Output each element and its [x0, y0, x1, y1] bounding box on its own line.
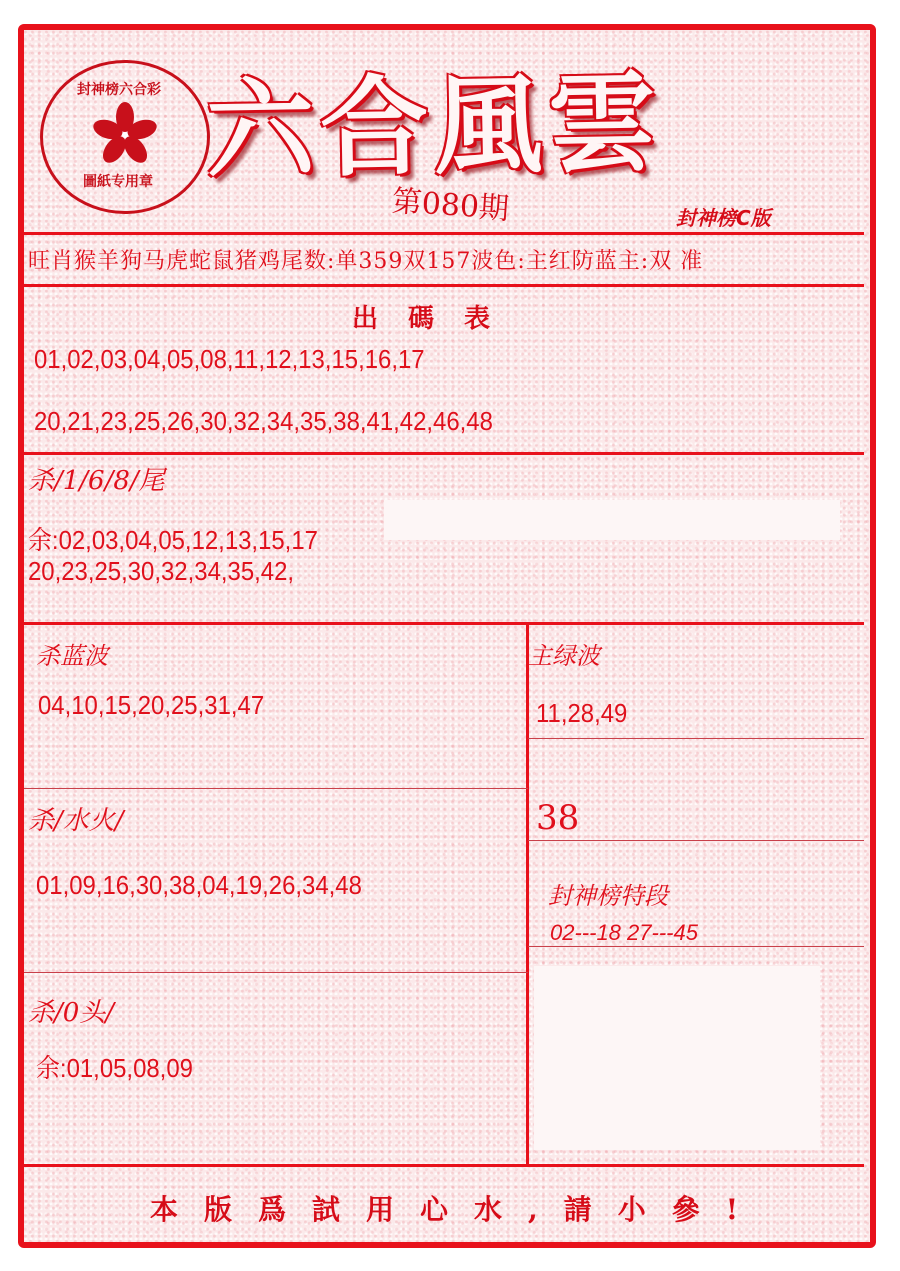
divider	[24, 1164, 864, 1167]
kill-tail-label: 杀/1/6/8/尾	[28, 466, 165, 496]
blank-block	[534, 966, 820, 1150]
kill-blue-label: 杀蓝波	[36, 642, 108, 670]
main-green-numbers: 11,28,49	[536, 698, 628, 728]
kill-tail-line1: 余:02,03,04,05,12,13,15,17	[28, 525, 318, 555]
column-divider	[526, 622, 529, 1167]
special-segment-value: 02---18 27---45	[550, 920, 698, 945]
divider	[24, 972, 528, 973]
kill-tail-line2: 20,23,25,30,32,34,35,42,	[28, 556, 295, 586]
kill-head-label: 杀/0头/	[28, 998, 115, 1028]
divider	[24, 284, 864, 287]
blank-block	[384, 500, 840, 540]
divider	[24, 232, 864, 235]
footer-note: 本版爲試用心水,請小參!	[150, 1193, 765, 1226]
edition-label: 封神榜C版	[676, 206, 771, 230]
code-table-title: 出碼表	[352, 304, 521, 334]
page-title: 六合風雲	[205, 60, 664, 194]
main-green-label: 主绿波	[528, 642, 600, 670]
bauhinia-icon	[93, 101, 157, 165]
kill-element-numbers: 01,09,16,30,38,04,19,26,34,48	[36, 870, 362, 900]
issue-number: 第080期	[390, 183, 511, 228]
seal-bottom-text: 圖紙专用章	[83, 174, 153, 190]
kill-head-numbers: 余:01,05,08,09	[36, 1053, 193, 1083]
divider	[528, 946, 864, 947]
divider	[528, 840, 864, 841]
special-segment-label: 封神榜特段	[548, 882, 668, 910]
kill-element-label: 杀/水火/	[28, 806, 124, 836]
divider	[528, 738, 864, 739]
divider	[24, 622, 864, 625]
info-line: 旺肖猴羊狗马虎蛇鼠猪鸡尾数:单359双157波色:主红防蓝主:双 准	[28, 249, 704, 274]
divider	[24, 788, 528, 789]
seal-stamp	[40, 60, 210, 214]
seal-top-text: 封神榜六合彩	[77, 82, 161, 98]
divider	[24, 452, 864, 455]
single-number: 38	[536, 798, 580, 838]
code-table-line1: 01,02,03,04,05,08,11,12,13,15,16,17	[34, 344, 425, 374]
kill-blue-numbers: 04,10,15,20,25,31,47	[38, 690, 265, 720]
code-table-line2: 20,21,23,25,26,30,32,34,35,38,41,42,46,48	[34, 406, 493, 436]
